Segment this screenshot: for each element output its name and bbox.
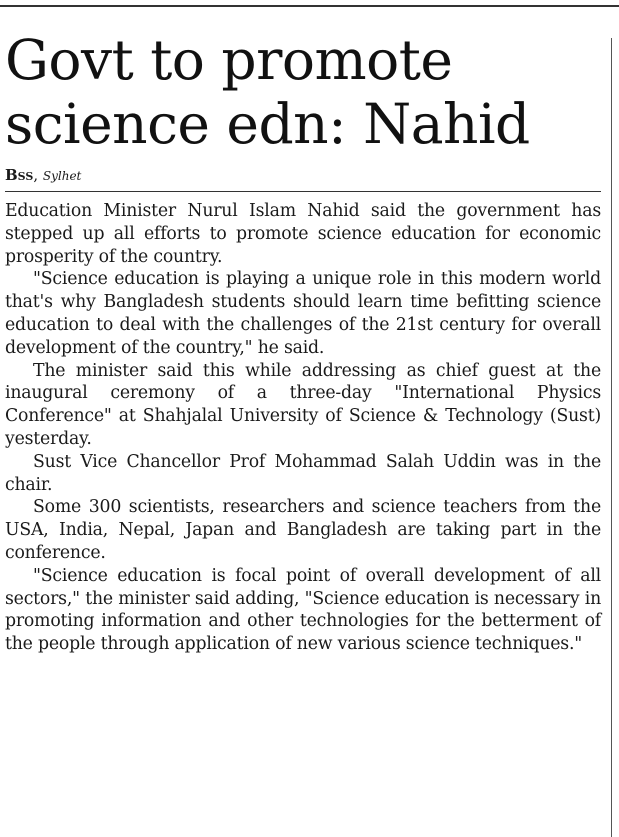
article-body bbox=[5, 200, 601, 656]
byline-place: Sylhet bbox=[42, 169, 82, 183]
paragraph: "Science education is playing a unique role in this modern world that's why Bangladesh students should learn time befitting science education to deal with the challenges of the 21st century for overall development of the country," he said. bbox=[5, 269, 601, 358]
byline bbox=[5, 166, 601, 192]
paragraph: Education Minister Nurul Islam Nahid said the government has stepped up all efforts to promote science education for economic prosperity of the country. bbox=[5, 201, 601, 267]
paragraph: The minister said this while addressing as chief guest at the inaugural ceremony of a three-day "International Physics Conference" at Shahjalal University of Science & Technology (Sust) yesterday. bbox=[5, 360, 601, 449]
paragraph: "Science education is focal point of overall development of all sectors," the minister said adding, "Science education is necessary in promoting information and other technologies for the betterment of the people through application of new various science techniques." bbox=[5, 565, 601, 655]
column-rule bbox=[611, 38, 612, 837]
top-rule bbox=[0, 5, 619, 7]
paragraph: Some 300 scientists, researchers and science teachers from the USA, India, Nepal, Japan and Bangladesh are taking part in the conference. bbox=[5, 497, 601, 563]
paragraph: Sust Vice Chancellor Prof Mohammad Salah Uddin was in the chair. bbox=[5, 451, 601, 495]
byline-agency: Bss bbox=[5, 166, 34, 184]
byline-separator: , bbox=[33, 166, 39, 184]
headline: Govt to promote science edn: Nahid bbox=[5, 28, 530, 156]
news-article bbox=[5, 28, 601, 656]
